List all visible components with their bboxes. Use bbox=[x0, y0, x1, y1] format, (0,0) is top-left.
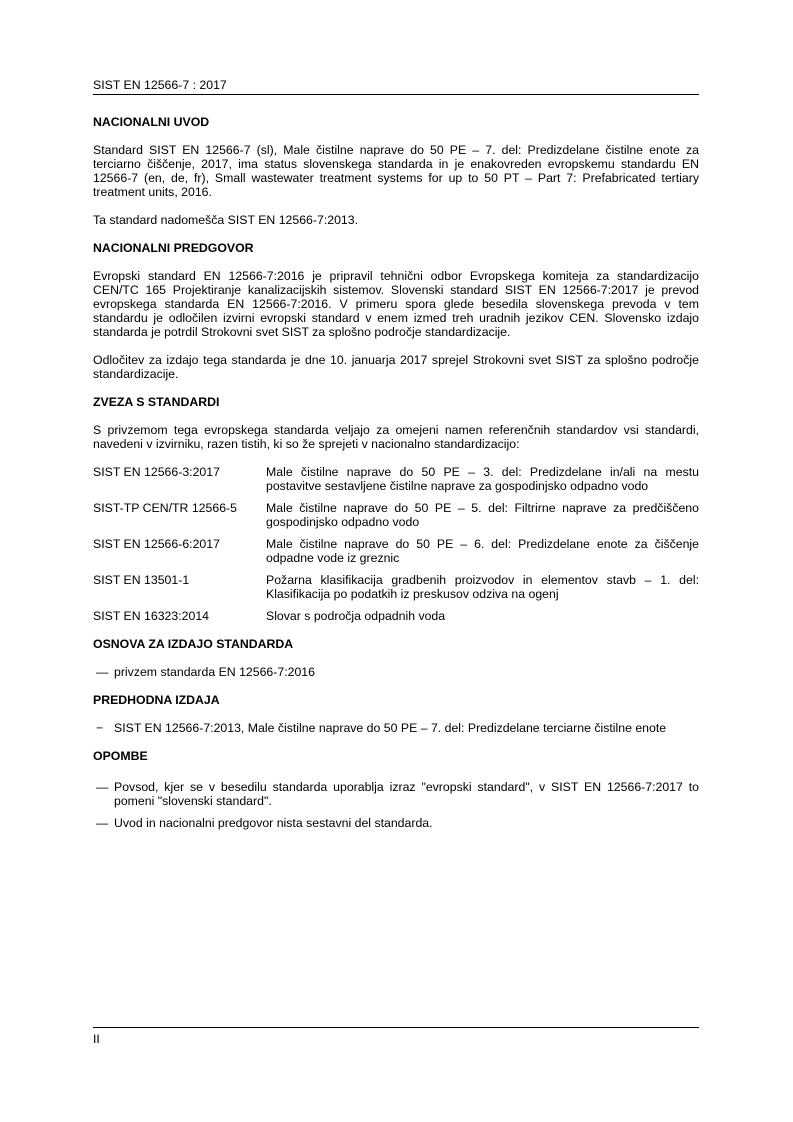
dash-bullet: — bbox=[96, 665, 109, 679]
section-heading-uvod: NACIONALNI UVOD bbox=[93, 115, 210, 129]
list-item bbox=[93, 665, 699, 679]
section-heading-zveza: ZVEZA S STANDARDI bbox=[93, 395, 220, 409]
standard-code: SIST-TP CEN/TR 12566-5 bbox=[93, 501, 237, 515]
standard-code: SIST EN 13501-1 bbox=[93, 573, 190, 587]
uvod-paragraph-2: Ta standard nadomešča SIST EN 12566-7:2013. bbox=[93, 213, 359, 227]
zveza-intro: S privzemom tega evropskega standarda veljajo za omejeni namen referenčnih standardov vsi standardi, navedeni v izvirniku, razen tistih, ki so že sprejeti v nacionalno standardizacijo: bbox=[93, 423, 699, 451]
dash-bullet: − bbox=[96, 721, 104, 735]
dash-bullet: — bbox=[96, 816, 109, 830]
predgovor-paragraph-2: Odločitev za izdajo tega standarda je dne 10. januarja 2017 sprejel Strokovni svet SIST za splošno področje standardizacije. bbox=[93, 353, 699, 381]
list-item-text: privzem standarda EN 12566-7:2016 bbox=[114, 665, 315, 679]
standard-code: SIST EN 16323:2014 bbox=[93, 609, 209, 623]
list-item-text: Povsod, kjer se v besedilu standarda uporablja izraz "evropski standard", v SIST EN 12566-7:2017 to pomeni "slovenski standard". bbox=[114, 780, 699, 808]
standard-description: Male čistilne naprave do 50 PE – 3. del: Predizdelane in/ali na mestu postavitve sestavljene čistilne naprave za gospodinjsko odpadno vodo bbox=[266, 465, 699, 493]
standard-description: Male čistilne naprave do 50 PE – 6. del: Predizdelane enote za čiščenje odpadne vode iz greznic bbox=[266, 537, 699, 565]
section-heading-predhodna: PREDHODNA IZDAJA bbox=[93, 693, 220, 707]
list-item bbox=[93, 721, 699, 735]
page-header bbox=[93, 77, 699, 95]
section-heading-opombe: OPOMBE bbox=[93, 749, 148, 763]
page-footer bbox=[93, 1027, 699, 1046]
standard-code: SIST EN 12566-3:2017 bbox=[93, 465, 220, 479]
section-heading-osnova: OSNOVA ZA IZDAJO STANDARDA bbox=[93, 637, 294, 651]
page-number: II bbox=[93, 1032, 100, 1046]
predgovor-paragraph-1: Evropski standard EN 12566-7:2016 je pripravil tehnični odbor Evropskega komiteja za standardizacijo CEN/TC 165 Projektiranje kanalizacijskih sistemov. Slovenski standard SIST EN 12566-7:2017 je prevod evropskega standarda EN 12566-7:2016. V primeru spora glede besedila slovenskega prevoda v tem standardu je odločilen izvirni evropski standard v enem izmed treh uradnih jezikov CEN. Slovensko izdajo standarda je potrdil Strokovni svet SIST za splošno področje standardizacije. bbox=[93, 269, 699, 339]
uvod-paragraph-1: Standard SIST EN 12566-7 (sl), Male čistilne naprave do 50 PE – 7. del: Predizdelane čistilne enote za terciarno čiščenje, 2017, ima status slovenskega standarda in je enakovreden evropskemu standardu EN 12566-7 (en, de, fr), Small wastewater treatment systems for up to 50 PT – Part 7: Prefabricated tertiary treatment units, 2016. bbox=[93, 143, 699, 199]
standard-description: Male čistilne naprave do 50 PE – 5. del: Filtrirne naprave za predčiščeno gospodinjsko odpadno vodo bbox=[266, 501, 699, 529]
list-item bbox=[93, 816, 699, 830]
page-content bbox=[93, 115, 699, 830]
list-item-text: Uvod in nacionalni predgovor nista sestavni del standarda. bbox=[114, 816, 433, 830]
list-item-text: SIST EN 12566-7:2013, Male čistilne naprave do 50 PE – 7. del: Predizdelane terciarne čistilne enote bbox=[114, 721, 667, 735]
standard-description: Požarna klasifikacija gradbenih proizvodov in elementov stavb – 1. del: Klasifikacija po podatkih iz preskusov odziva na ogenj bbox=[266, 573, 699, 601]
standard-code: SIST EN 12566-6:2017 bbox=[93, 537, 220, 551]
list-item bbox=[93, 780, 699, 808]
header-title: SIST EN 12566-7 : 2017 bbox=[93, 78, 227, 92]
standard-description: Slovar s področja odpadnih voda bbox=[266, 609, 446, 623]
section-heading-predgovor: NACIONALNI PREDGOVOR bbox=[93, 241, 254, 255]
document-page bbox=[93, 0, 699, 1122]
standards-table bbox=[93, 465, 699, 623]
dash-bullet: — bbox=[96, 780, 109, 794]
